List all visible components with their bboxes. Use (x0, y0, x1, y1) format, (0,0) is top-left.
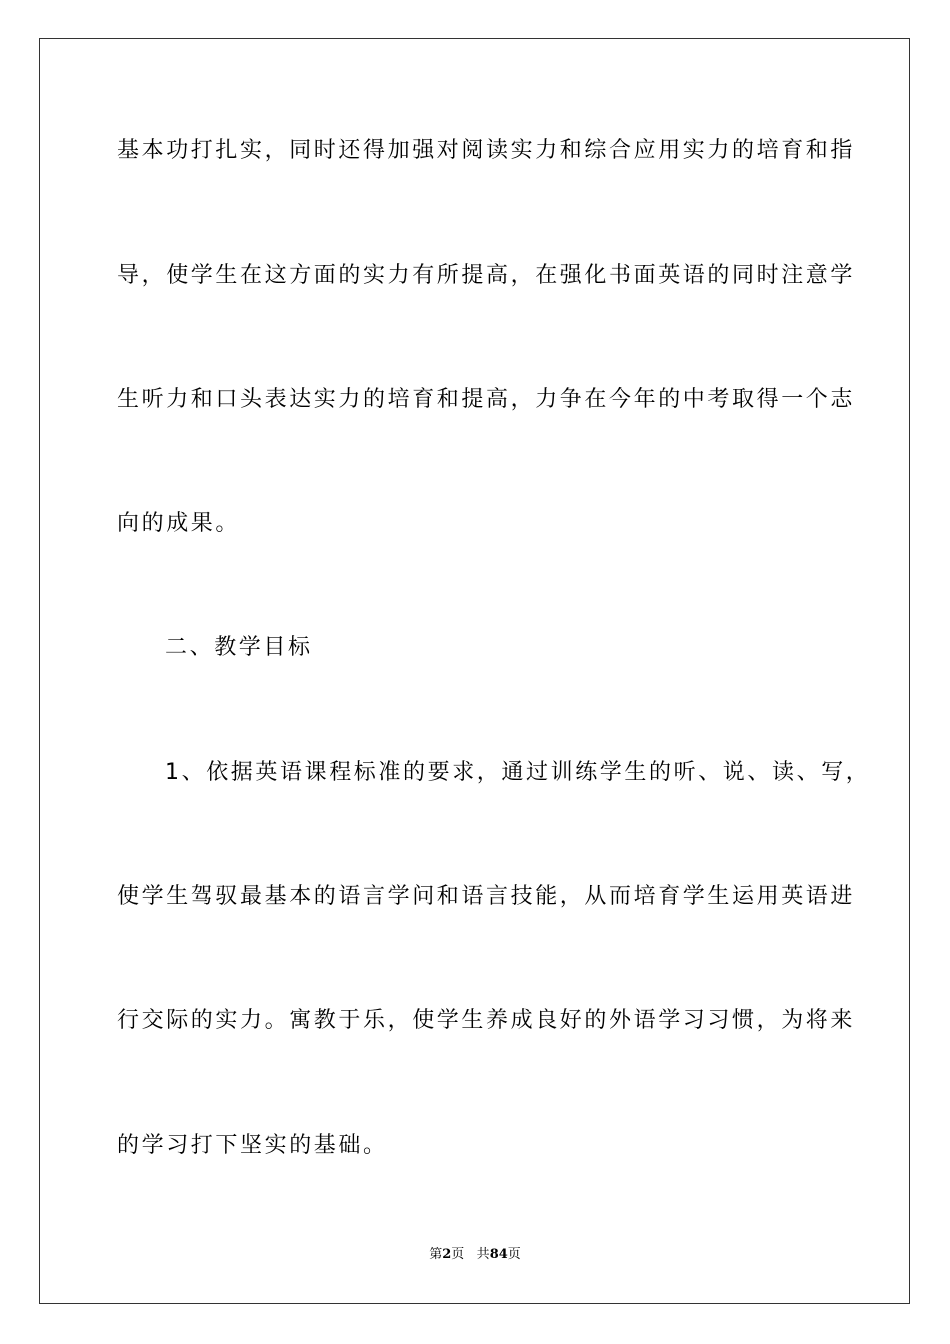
footer-page-suffix: 页 (451, 1247, 465, 1262)
body-line-9: 的学习打下坚实的基础。 (117, 1133, 388, 1158)
page-footer (0, 1246, 950, 1264)
footer-page-number: 2 (442, 1247, 452, 1262)
footer-page-prefix: 第 (429, 1247, 443, 1262)
footer-total-prefix: 共 (476, 1247, 490, 1262)
body-line-6: 1、依据英语课程标准的要求，通过训练学生的听、说、读、写， (165, 760, 871, 785)
footer-total-pages: 84 (489, 1247, 508, 1262)
page-frame (39, 38, 910, 1304)
body-line-8: 行交际的实力。寓教于乐，使学生养成良好的外语学习习惯，为将来 (117, 1008, 856, 1033)
body-line-1: 基本功打扎实，同时还得加强对阅读实力和综合应用实力的培育和指 (117, 138, 856, 163)
body-line-4: 向的成果。 (117, 511, 241, 536)
body-line-7: 使学生驾驭最基本的语言学问和语言技能，从而培育学生运用英语进 (117, 884, 856, 909)
body-line-2: 导，使学生在这方面的实力有所提高，在强化书面英语的同时注意学 (117, 263, 856, 288)
body-line-3: 生听力和口头表达实力的培育和提高，力争在今年的中考取得一个志 (117, 387, 856, 412)
footer-total-suffix: 页 (507, 1247, 521, 1262)
section-heading: 二、教学目标 (165, 635, 313, 660)
